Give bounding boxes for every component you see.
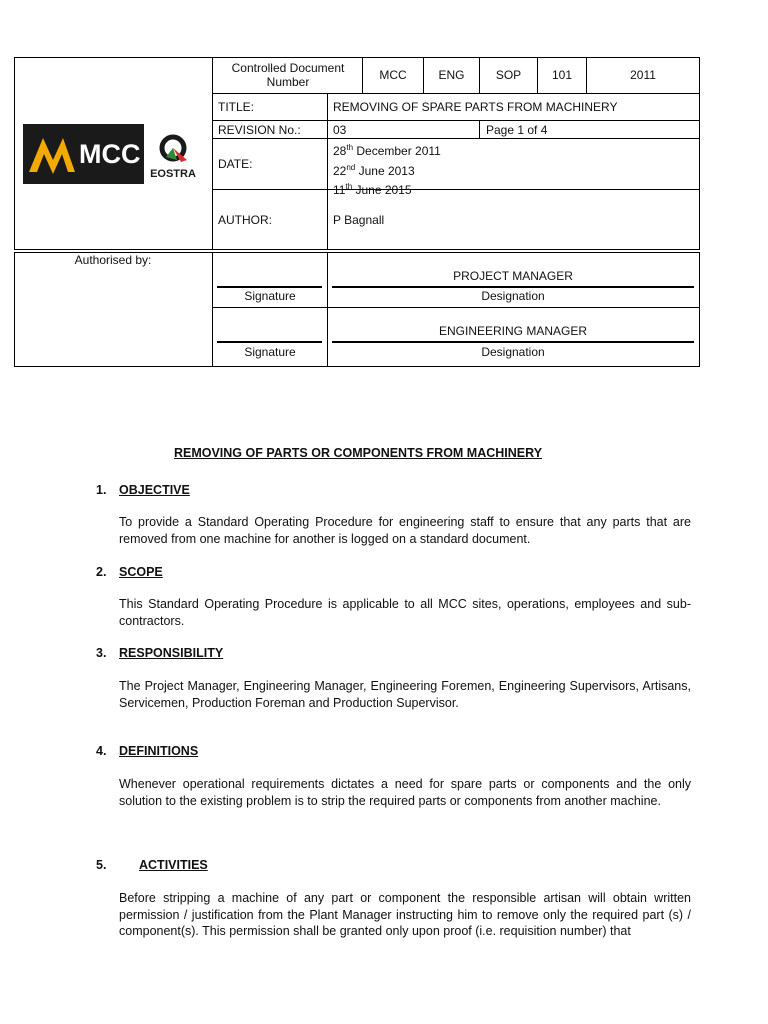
document-heading: REMOVING OF PARTS OR COMPONENTS FROM MACHINERY	[173, 446, 543, 460]
designation-line	[332, 341, 694, 343]
header-divider	[212, 57, 213, 250]
designation-label: Designation	[481, 345, 545, 359]
doc-code-number: 101	[551, 68, 573, 82]
date-entry: 11th June 2015	[333, 182, 412, 197]
header-divider	[479, 120, 480, 138]
signature-label: Signature	[244, 345, 296, 359]
doc-code-year: 2011	[630, 68, 656, 82]
title-value: REMOVING OF SPARE PARTS FROM MACHINERY	[333, 100, 618, 114]
section-text-activities: Before stripping a machine of any part or component the responsible artisan will obtain written permission / justification from the Plant Manager instructing him to remove only the required part (s) / component(s). This permission shall be granted only upon proof (i.e. requisition number) that	[119, 891, 691, 938]
page-number: Page 1 of 4	[486, 122, 548, 137]
header-divider	[327, 93, 328, 250]
author-label: AUTHOR:	[218, 213, 272, 227]
signature-line	[217, 341, 322, 343]
role-project-manager: PROJECT MANAGER	[453, 269, 573, 283]
section-title-activities: ACTIVITIES	[139, 858, 208, 872]
signature-label: Signature	[244, 289, 296, 303]
designation-label: Designation	[481, 289, 545, 303]
section-number: 4.	[96, 744, 107, 758]
role-engineering-manager: ENGINEERING MANAGER	[438, 324, 588, 338]
mcc-logo-icon	[23, 124, 203, 184]
section-title-objective: OBJECTIVE	[119, 483, 190, 497]
section-text-scope: This Standard Operating Procedure is applicable to all MCC sites, operations, employees and sub-contractors.	[119, 597, 691, 628]
section-text-responsibility: The Project Manager, Engineering Manager, Engineering Foremen, Engineering Supervisors, Artisans, Servicemen, Production Foreman and Production Supervisor.	[119, 679, 691, 710]
auth-divider	[212, 307, 700, 308]
designation-line	[332, 286, 694, 288]
section-number: 2.	[96, 565, 107, 579]
section-title-responsibility: RESPONSIBILITY	[119, 646, 224, 660]
revision-value: 03	[333, 122, 347, 137]
date-label: DATE:	[218, 157, 253, 171]
date-entry: 22nd June 2013	[333, 162, 415, 178]
logo-partner-text: EOSTRA	[150, 168, 196, 180]
authorised-by-label: Authorised by:	[74, 253, 152, 267]
revision-label: REVISION No.:	[218, 122, 301, 137]
doc-code-company: MCC	[379, 68, 407, 82]
auth-divider	[327, 252, 328, 367]
section-number: 1.	[96, 483, 107, 497]
section-text-definitions: Whenever operational requirements dictates a need for spare parts or components and the only solution to the existing problem is to strip the required parts or components from another machine.	[119, 777, 691, 808]
section-title-scope: SCOPE	[119, 565, 163, 579]
title-label: TITLE:	[218, 100, 255, 114]
section-number: 5.	[96, 858, 107, 872]
doc-code-department: ENG	[438, 68, 465, 82]
author-value: P Bagnall	[333, 213, 385, 227]
section-text-objective: To provide a Standard Operating Procedure for engineering staff to ensure that any parts that are removed from one machine for another is logged on a standard document.	[119, 515, 691, 546]
company-logo	[23, 124, 203, 184]
date-entry: 28th December 2011	[333, 143, 441, 158]
section-title-definitions: DEFINITIONS	[119, 744, 199, 758]
signature-line	[217, 286, 322, 288]
doc-code-type: SOP	[495, 68, 522, 82]
logo-brand-text: MCC	[79, 139, 141, 169]
doc-number-label: Controlled Document Number	[231, 61, 345, 89]
section-number: 3.	[96, 646, 107, 660]
